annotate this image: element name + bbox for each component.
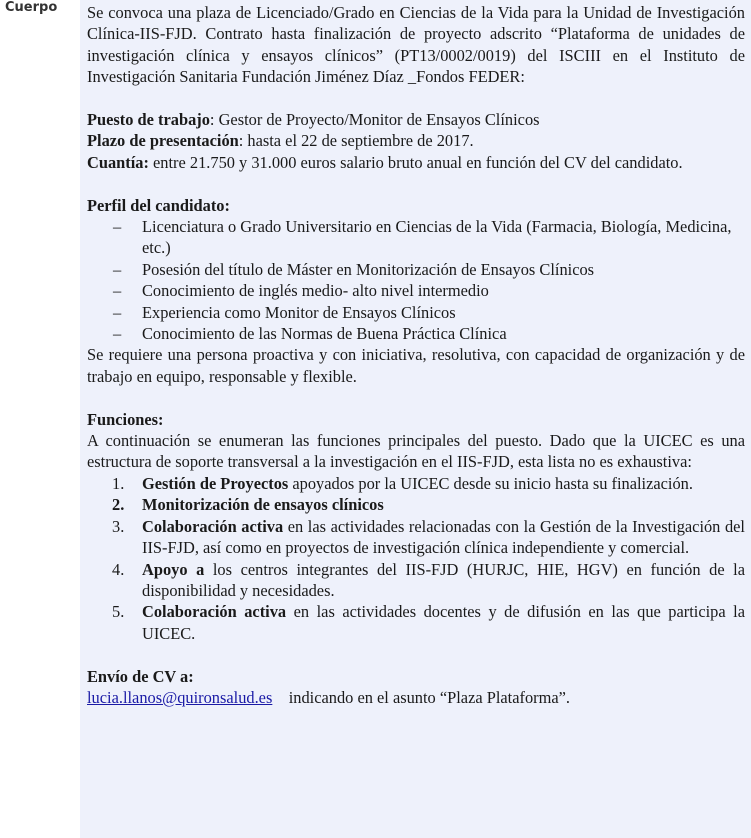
- item-text: apoyados por la UICEC desde su inicio hasta su finalización.: [288, 473, 693, 493]
- item-bold: Colaboración activa: [142, 516, 284, 536]
- spacer: [87, 387, 745, 408]
- cuantia-value: entre 21.750 y 31.000 euros salario bruto anual en función del CV del candidato.: [148, 152, 683, 172]
- perfil-heading: [87, 195, 745, 216]
- list-item: [112, 494, 745, 515]
- spacer: [87, 644, 745, 665]
- body-content: [80, 0, 751, 838]
- list-item: – Conocimiento de inglés medio- alto nivel intermedio: [113, 280, 745, 301]
- puesto-sep: :: [209, 110, 219, 130]
- puesto-value: Gestor de Proyecto/Monitor de Ensayos Clínicos: [218, 110, 540, 130]
- envio-line: [87, 687, 745, 708]
- puesto-label: Puesto de trabajo: [87, 110, 210, 130]
- item-text: en las actividades docentes y de difusión en las que participa la UICEC.: [142, 602, 745, 643]
- item-bold: Apoyo a: [142, 559, 205, 579]
- item-number: 2.: [112, 495, 125, 515]
- funciones-heading-text: Funciones:: [87, 409, 164, 429]
- list-item: [112, 473, 745, 494]
- list-item: [112, 516, 745, 559]
- item-number: 3.: [112, 516, 125, 536]
- item-text: en las actividades relacionadas con la Gestión de la Investigación del IIS-FJD, así como en proyectos de investigación clínica independiente y comercial.: [142, 516, 745, 558]
- item-bold: Monitorización de ensayos clínicos: [142, 495, 384, 515]
- funciones-heading: [87, 409, 745, 430]
- item-number: 1.: [112, 473, 125, 493]
- envio-heading-text: Envío de CV a:: [87, 666, 194, 686]
- plazo-line: [87, 130, 745, 151]
- intro-paragraph: Se convoca una plaza de Licenciado/Grado en Ciencias de la Vida para la Unidad de Investigación Clínica-IIS-FJD. Contrato hasta finalización de proyecto adscrito “Plataforma de unidades de investigación clínica y ensayos clínicos” (PT13/0002/0019) del ISCIII en el Instituto de Investigación Sanitaria Fundación Jiménez Díaz _Fondos FEDER:: [87, 3, 745, 87]
- list-item: – Posesión del título de Máster en Monitorización de Ensayos Clínicos: [113, 259, 745, 280]
- spacer: [87, 88, 745, 109]
- list-item: [112, 559, 745, 602]
- perfil-note: Se requiere una persona proactiva y con iniciativa, resolutiva, con capacidad de organización y de trabajo en equipo, responsable y flexible.: [87, 345, 745, 386]
- item-text: los centros integrantes del IIS-FJD (HURJC, HIE, HGV) en función de la disponibilidad y necesidades.: [142, 559, 745, 600]
- list-item: – Licenciatura o Grado Universitario en Ciencias de la Vida (Farmacia, Biología, Medicina, etc.): [113, 216, 745, 259]
- envio-text: indicando en el asunto “Plaza Plataforma”.: [272, 687, 571, 707]
- email-link[interactable]: lucia.llanos@quironsalud.es: [87, 687, 273, 707]
- puesto-line: [87, 109, 745, 130]
- perfil-heading-text: Perfil del candidato:: [87, 195, 230, 215]
- field-label: Cuerpo: [5, 0, 58, 15]
- list-item: – Conocimiento de las Normas de Buena Práctica Clínica: [113, 323, 745, 344]
- item-bold: Colaboración activa: [142, 602, 287, 622]
- envio-heading: [87, 666, 745, 687]
- label-column: [0, 0, 80, 838]
- list-item: [112, 601, 745, 644]
- funciones-intro: A continuación se enumeran las funciones principales del puesto. Dado que la UICEC es una estructura de soporte transversal a la investigación en el IIS-FJD, esta lista no es exhaustiva:: [87, 431, 745, 472]
- item-bold: Gestión de Proyectos: [142, 473, 289, 493]
- cuantia-line: [87, 152, 745, 173]
- cuantia-label: Cuantía:: [87, 152, 149, 172]
- item-number: 4.: [112, 559, 125, 579]
- plazo-label: Plazo de presentación: [87, 131, 239, 151]
- list-item: – Experiencia como Monitor de Ensayos Clínicos: [113, 302, 745, 323]
- plazo-sep: :: [238, 131, 248, 151]
- spacer: [87, 173, 745, 194]
- plazo-value: hasta el 22 de septiembre de 2017.: [247, 131, 474, 151]
- perfil-list: [87, 216, 745, 344]
- item-number: 5.: [112, 602, 125, 622]
- funciones-list: [87, 473, 745, 644]
